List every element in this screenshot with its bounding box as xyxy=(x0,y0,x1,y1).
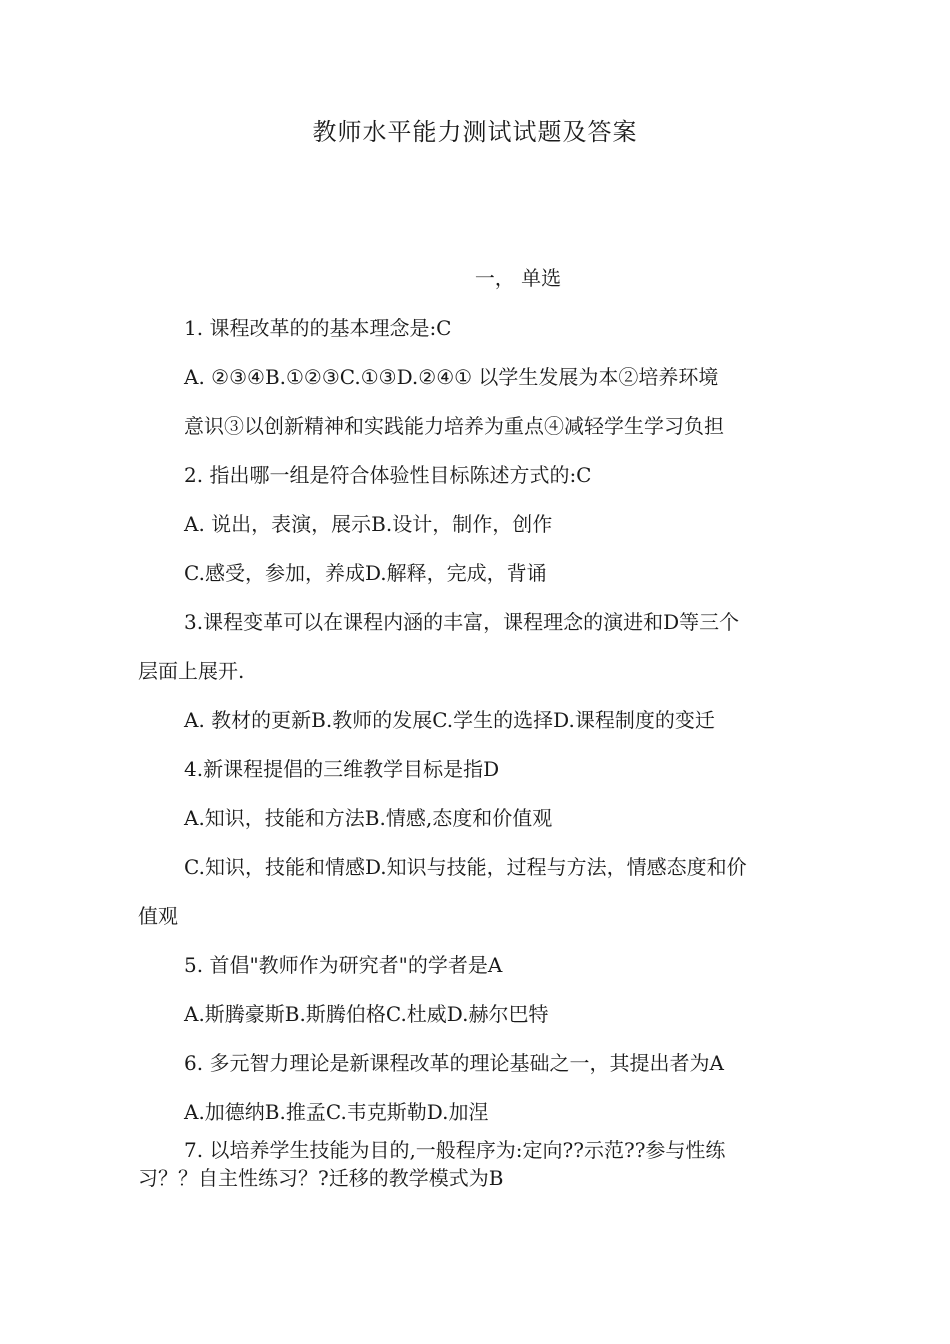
question-1-options: A. ②③④B.①②③C.①③D.②④① 以学生发展为本②培养环境 xyxy=(184,365,719,389)
document-title: 教师水平能力测试试题及答案 xyxy=(312,118,638,146)
question-3-options: A. 教材的更新B.教师的发展C.学生的选择D.课程制度的变迁 xyxy=(184,708,715,732)
question-4-options-cd: C.知识，技能和情感D.知识与技能，过程与方法，情感态度和价 xyxy=(184,855,747,879)
question-7-block xyxy=(138,1136,818,1192)
question-5-options: A.斯腾豪斯B.斯腾伯格C.杜威D.赫尔巴特 xyxy=(184,1002,549,1026)
question-3: 3.课程变革可以在课程内涵的丰富，课程理念的演进和D等三个 xyxy=(184,610,740,634)
question-5: 5. 首倡"教师作为研究者"的学者是A xyxy=(184,953,503,977)
question-6: 6. 多元智力理论是新课程改革的理论基础之一，其提出者为A xyxy=(184,1051,724,1075)
question-2: 2. 指出哪一组是符合体验性目标陈述方式的:C xyxy=(184,463,592,487)
question-2-options-ab: A. 说出，表演，展示B.设计，制作，创作 xyxy=(184,512,553,536)
question-4-options-cont: 值观 xyxy=(138,904,178,928)
question-list xyxy=(138,304,818,1137)
question-1: 1. 课程改革的的基本理念是:C xyxy=(184,316,452,340)
question-1-options-cont: 意识③以创新精神和实践能力培养为重点④减轻学生学习负担 xyxy=(184,414,724,438)
question-4: 4.新课程提倡的三维教学目标是指D xyxy=(184,757,500,781)
question-7-cont: 习？？自主性练习？?迁移的教学模式为B xyxy=(138,1166,504,1190)
question-7: 7. 以培养学生技能为目的,一般程序为:定向??示范??参与性练 xyxy=(184,1138,726,1162)
question-2-options-cd: C.感受，参加，养成D.解释，完成，背诵 xyxy=(184,561,547,585)
section-heading: 一， 单选 xyxy=(474,266,562,290)
question-6-options: A.加德纳B.推孟C.韦克斯勒D.加涅 xyxy=(184,1100,489,1124)
question-4-options-ab: A.知识，技能和方法B.情感,态度和价值观 xyxy=(184,806,553,830)
question-3-cont: 层面上展开. xyxy=(138,659,245,683)
